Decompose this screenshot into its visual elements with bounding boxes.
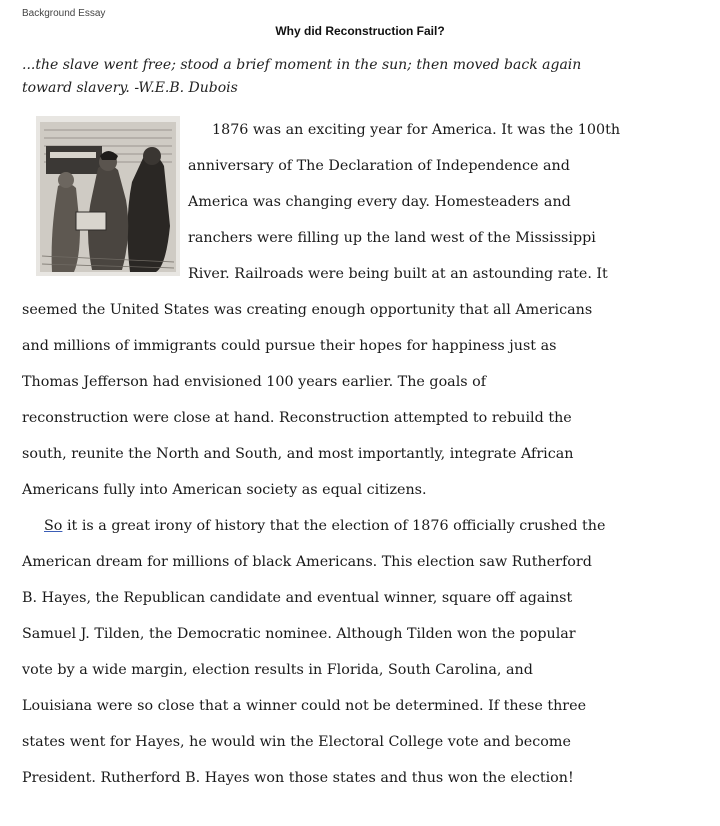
paragraph-2-first-word: So — [44, 518, 63, 534]
paragraph-1-line: and millions of immigrants could pursue their hopes for happiness just as — [22, 338, 557, 354]
paragraph-2-line: vote by a wide margin, election results in Florida, South Carolina, and — [22, 662, 533, 678]
quote-line-2: toward slavery. -W.E.B. Dubois — [22, 80, 238, 96]
paragraph-2-line: Louisiana were so close that a winner could not be determined. If these three — [22, 698, 587, 714]
paragraph-1-line: anniversary of The Declaration of Independence and — [188, 158, 570, 174]
paragraph-1-line: 1876 was an exciting year for America. It was the 100th — [212, 122, 621, 138]
paragraph-1-line: reconstruction were close at hand. Reconstruction attempted to rebuild the — [22, 410, 572, 426]
page-title: Why did Reconstruction Fail? — [275, 24, 445, 38]
paragraph-1-line: River. Railroads were being built at an astounding rate. It — [188, 266, 608, 282]
historical-illustration — [36, 116, 180, 276]
paragraph-1-line: Thomas Jefferson had envisioned 100 years earlier. The goals of — [22, 374, 487, 390]
essay-label: Background Essay — [22, 8, 106, 19]
paragraph-1-line: ranchers were filling up the land west of the Mississippi — [188, 230, 596, 246]
paragraph-2-line: states went for Hayes, he would win the Electoral College vote and become — [22, 734, 571, 750]
paragraph-2-line: Samuel J. Tilden, the Democratic nominee. Although Tilden won the popular — [22, 626, 576, 642]
paragraph-2-line: B. Hayes, the Republican candidate and eventual winner, square off against — [22, 590, 573, 606]
paragraph-2-line: President. Rutherford B. Hayes won those states and thus won the election! — [22, 770, 574, 786]
paragraph-2-first-line — [44, 508, 605, 544]
paragraph-1-line: seemed the United States was creating enough opportunity that all Americans — [22, 302, 593, 318]
paragraph-1-line: America was changing every day. Homesteaders and — [188, 194, 571, 210]
paragraph-1-line: Americans fully into American society as equal citizens. — [22, 482, 427, 498]
paragraph-2-line: American dream for millions of black Americans. This election saw Rutherford — [22, 554, 592, 570]
paragraph-2-first-line-rest: it is a great irony of history that the election of 1876 officially crushed the — [62, 518, 606, 534]
quote-line-1: ...the slave went free; stood a brief moment in the sun; then moved back again — [22, 57, 582, 73]
epigraph-quote — [22, 54, 702, 100]
paragraph-1-line: south, reunite the North and South, and most importantly, integrate African — [22, 446, 574, 462]
